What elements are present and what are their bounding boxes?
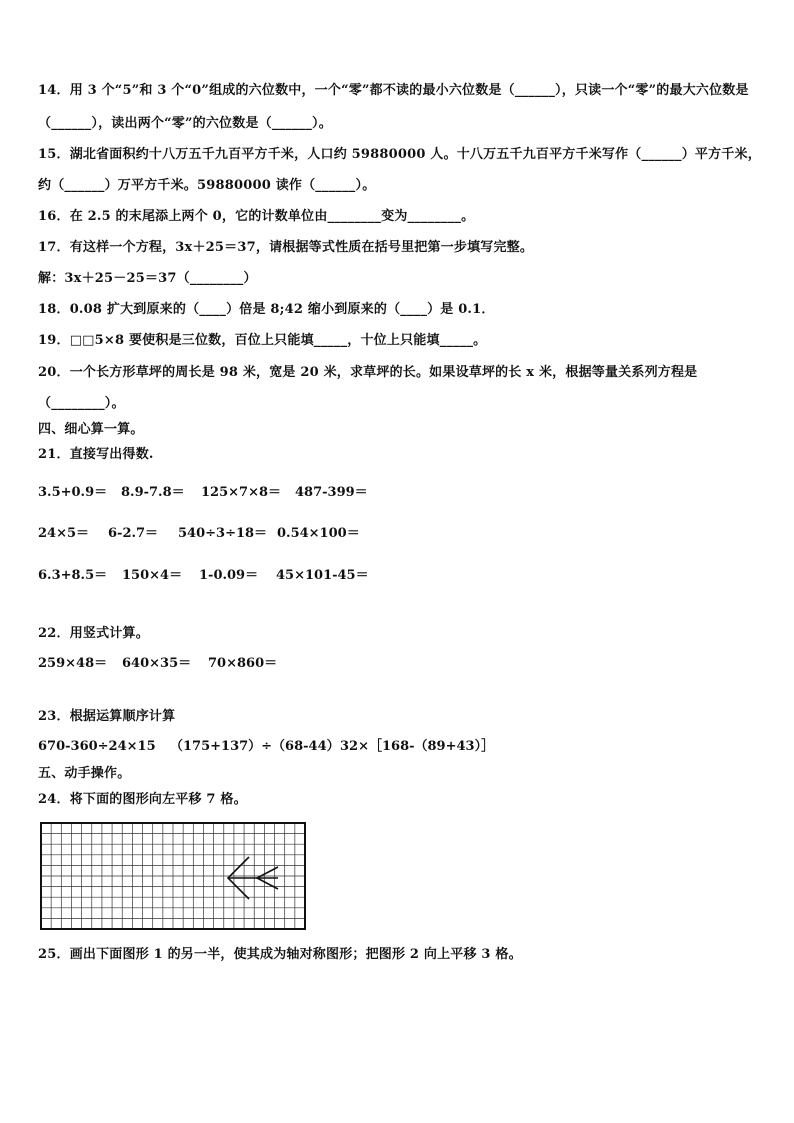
q23-item: 670-360÷24×15 [38, 739, 156, 754]
q21-item: 150×4＝ [122, 568, 183, 583]
question-17-solution: 解：3x＋25－25＝37（________） [38, 271, 257, 286]
question-20-line-1: 20．一个长方形草坪的周长是 98 米，宽是 20 米，求草坪的长。如果设草坪的长 x 米，根据等量关系列方程是 [38, 365, 698, 380]
section-5-heading: 五、动手操作。 [38, 766, 131, 781]
q22-item: 70×860＝ [208, 656, 278, 671]
q21-item: 125×7×8＝ [201, 485, 282, 500]
q21-item: 24×5＝ [38, 526, 90, 541]
q21-item: 1-0.09＝ [199, 568, 259, 583]
question-24-title: 24．将下面的图形向左平移 7 格。 [38, 792, 247, 807]
question-21-title: 21．直接写出得数. [38, 447, 154, 462]
q22-item: 259×48＝ [38, 656, 108, 671]
question-14-line-1: 14．用 3 个“5”和 3 个“0”组成的六位数中，一个“零”都不读的最小六位数是（______），只读一个“零”的最大六位数是 [38, 83, 749, 98]
question-15-line-1: 15．湖北省面积约十八万五千九百平方千米，人口约 59880000 人。十八万五千九百平方千米写作（______）平方千米， [38, 147, 761, 162]
q21-item: 45×101-45＝ [276, 568, 369, 583]
question-25-title: 25．画出下面图形 1 的另一半，使其成为轴对称图形；把图形 2 向上平移 3 格。 [38, 947, 522, 962]
q21-item: 6.3+8.5＝ [38, 568, 108, 583]
arrow-shape [228, 857, 278, 899]
q23-item: 32×［168-（89+43）］ [340, 739, 495, 754]
q21-item: 8.9-7.8＝ [121, 485, 185, 500]
q21-item: 3.5+0.9＝ [38, 485, 108, 500]
section-4-heading: 四、细心算一算。 [38, 422, 144, 437]
translation-grid [40, 822, 308, 932]
q23-item: （175+137）÷（68-44） [170, 739, 340, 754]
question-18: 18．0.08 扩大到原来的（____）倍是 8;42 缩小到原来的（____）是 0.1． [38, 302, 495, 317]
q21-item: 487-399＝ [295, 485, 368, 500]
question-15-line-2: 约（______）万平方千米。59880000 读作（______）。 [38, 178, 376, 193]
grid-lines [41, 823, 305, 929]
q21-item: 0.54×100＝ [277, 526, 360, 541]
question-19: 19．□□5×8 要使积是三位数，百位上只能填_____，十位上只能填_____。 [38, 333, 487, 348]
question-22-title: 22．用竖式计算。 [38, 626, 149, 641]
question-20-line-2: （________）。 [38, 396, 125, 411]
question-23-title: 23．根据运算顺序计算 [38, 709, 176, 724]
question-14-line-2: （______），读出两个“零”的六位数是（______）。 [38, 116, 332, 131]
q21-item: 6-2.7＝ [108, 526, 159, 541]
question-16: 16．在 2.5 的末尾添上两个 0，它的计数单位由________变为________。 [38, 209, 475, 224]
q22-item: 640×35＝ [122, 656, 192, 671]
q21-item: 540÷3÷18＝ [178, 526, 268, 541]
question-17: 17．有这样一个方程，3x＋25＝37，请根据等式性质在括号里把第一步填写完整。 [38, 240, 534, 255]
